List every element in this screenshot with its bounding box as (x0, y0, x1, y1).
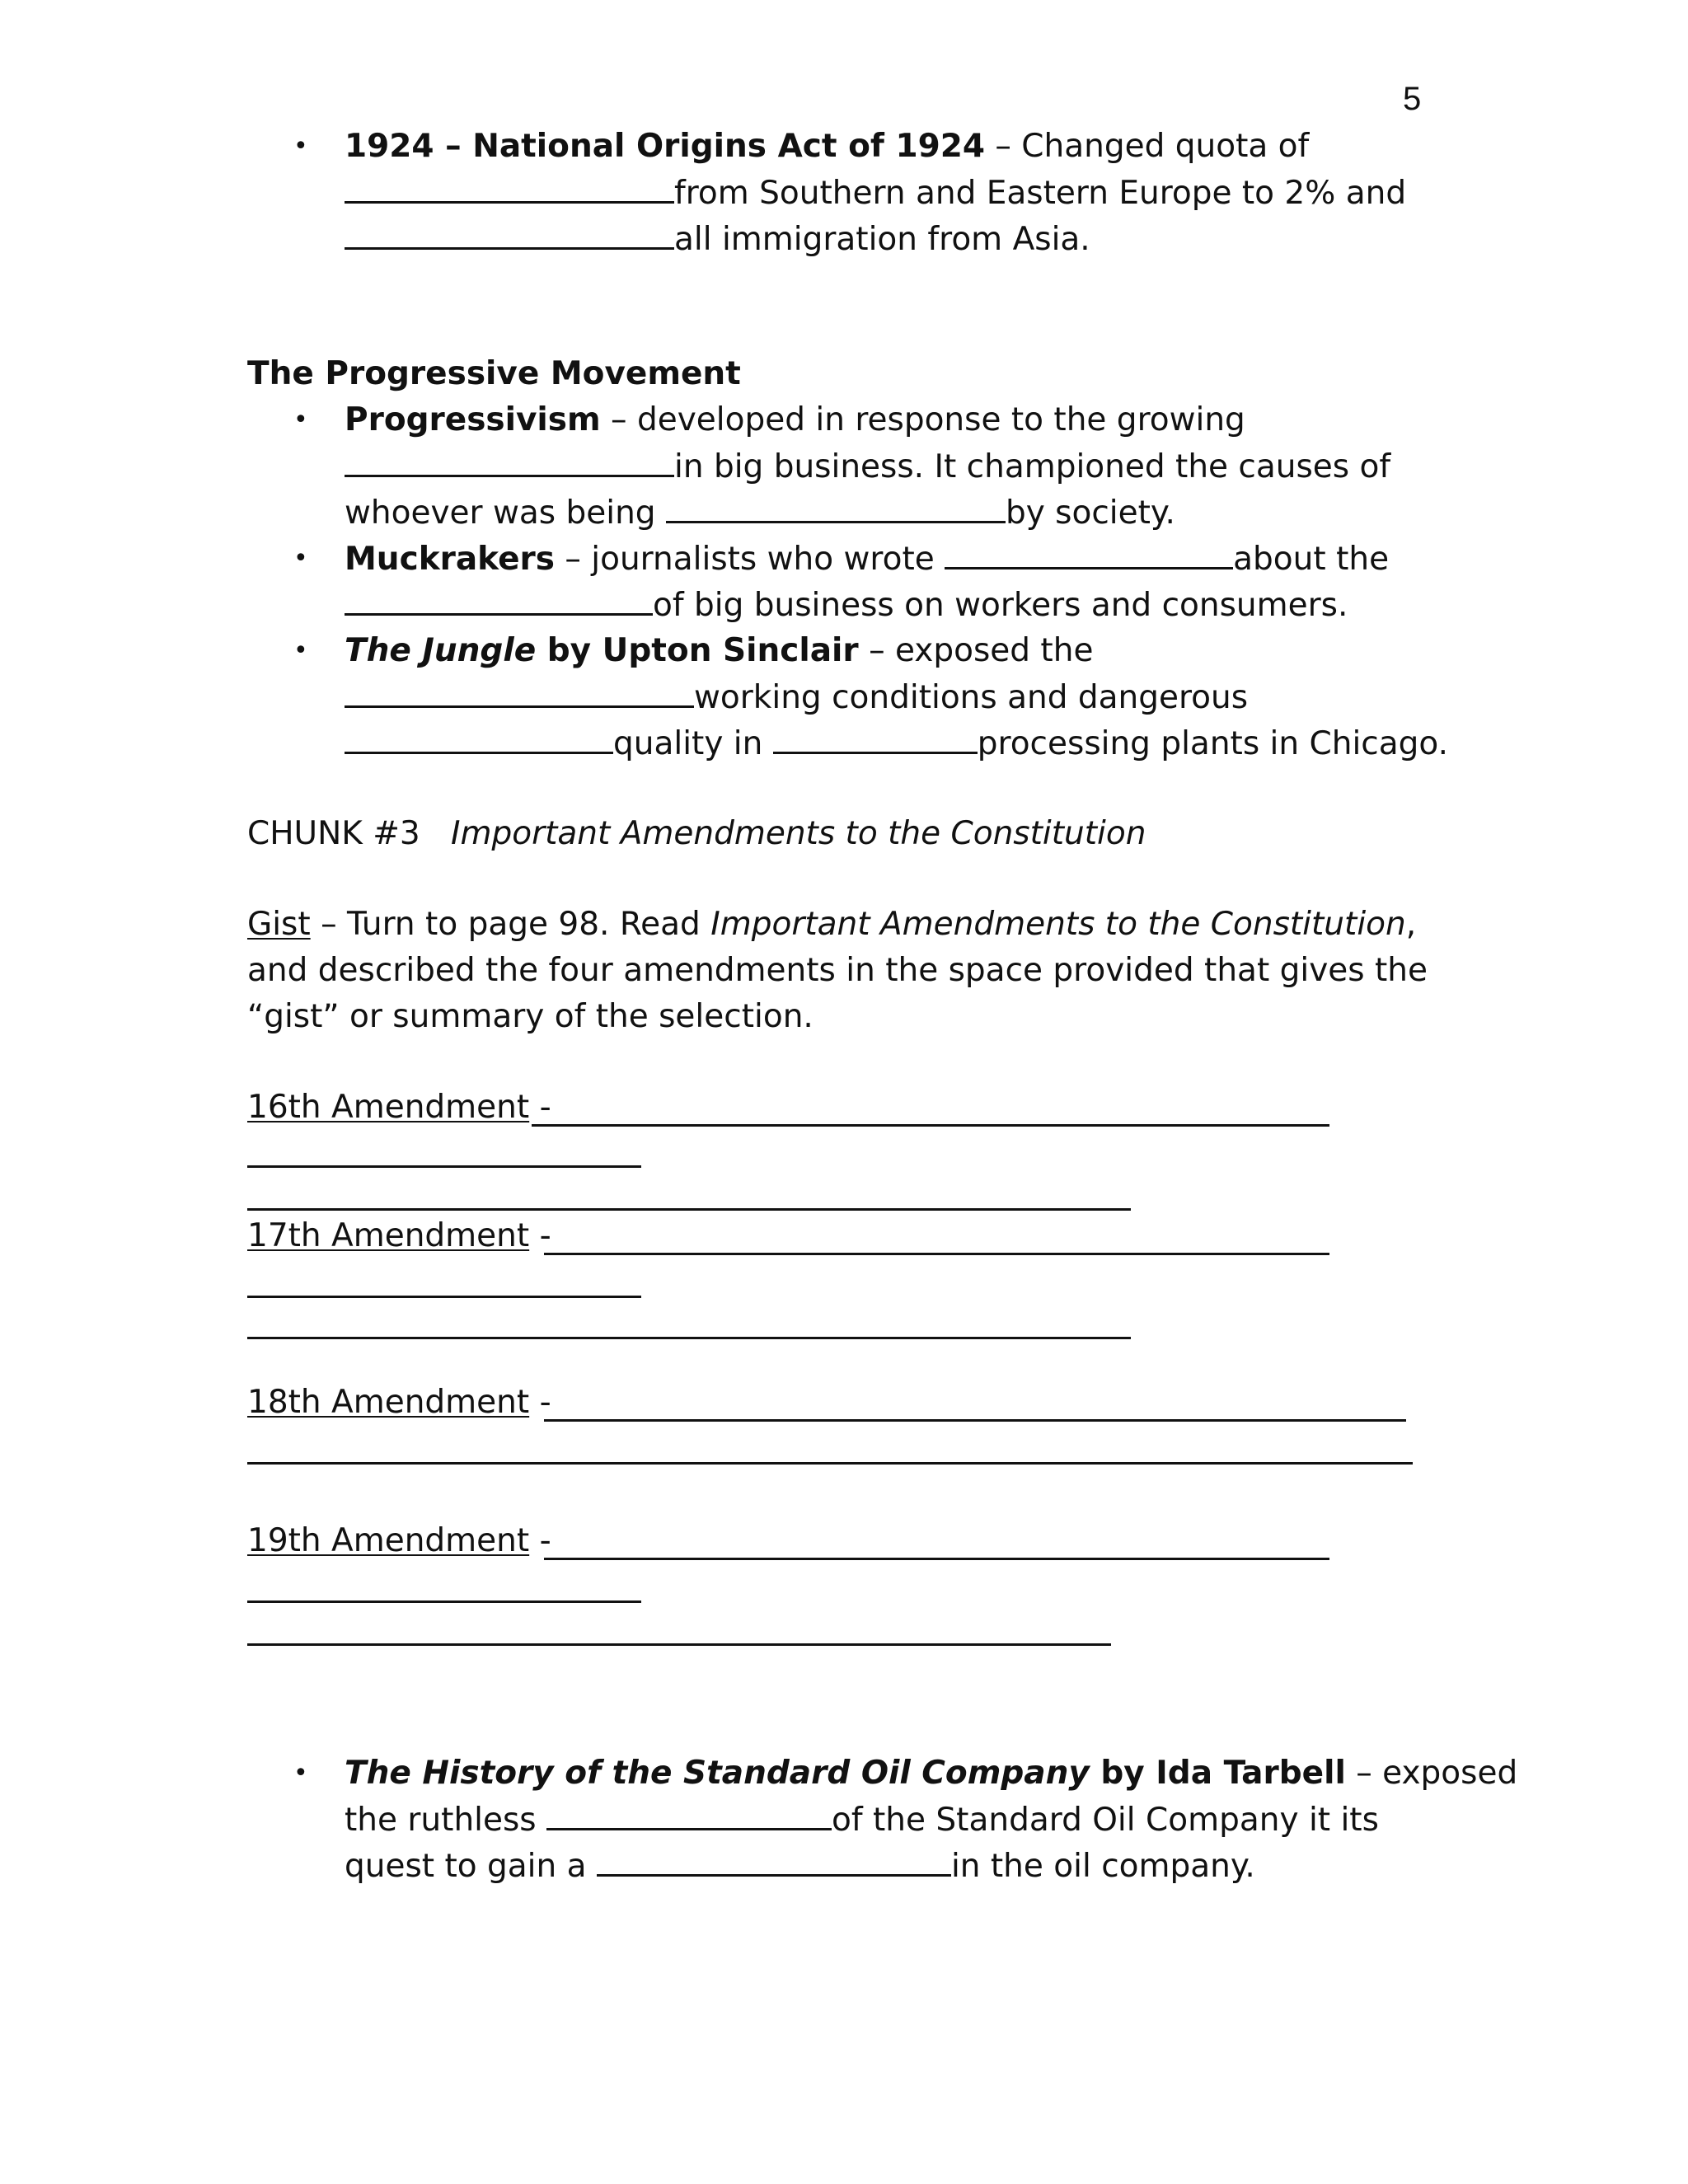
muckrakers-text: of big business on workers and consumers. (653, 587, 1348, 624)
page-number: 5 (1403, 81, 1422, 117)
immigration-act-title: 1924 – National Origins Act of 1924 (345, 128, 985, 165)
progressivism-text: in big business. It championed the causes of (674, 448, 1391, 485)
immigration-text: – Changed quota of (985, 128, 1310, 165)
amendment-dash: - (529, 1217, 551, 1254)
progressivism-text: by society. (1005, 494, 1175, 532)
chunk-label: CHUNK #3 (247, 815, 420, 852)
tarbell-line-3 (345, 1843, 1255, 1890)
immigration-text: from Southern and Eastern Europe to 2% and (674, 175, 1407, 212)
bullet-icon: • (293, 132, 308, 161)
fill-in-blank[interactable] (345, 674, 694, 708)
progressive-heading: The Progressive Movement (247, 355, 741, 392)
bullet-icon: • (293, 544, 308, 573)
tarbell-text: quest to gain a (345, 1848, 597, 1885)
answer-line[interactable] (247, 1601, 641, 1603)
tarbell-line-1 (345, 1750, 1517, 1797)
immigration-line-2 (345, 170, 1406, 217)
bullet-icon: • (293, 405, 308, 434)
gist-line-3: “gist” or summary of the selection. (247, 998, 814, 1035)
jungle-line-3 (345, 720, 1448, 767)
gist-label: Gist (247, 906, 311, 943)
fill-in-blank[interactable] (773, 720, 978, 754)
answer-line[interactable] (247, 1462, 1413, 1465)
progressivism-text: whoever was being (345, 494, 666, 532)
fill-in-blank[interactable] (345, 170, 674, 204)
progressivism-line-1 (345, 397, 1245, 443)
jungle-title: The Jungle (345, 632, 537, 669)
muckrakers-line-2 (345, 582, 1348, 629)
fill-in-blank[interactable] (345, 720, 613, 754)
progressivism-line-3 (345, 490, 1175, 537)
answer-line[interactable] (247, 1208, 1131, 1211)
answer-line[interactable] (247, 1165, 641, 1168)
gist-text: – Turn to page 98. Read (310, 906, 711, 943)
muckrakers-line-1 (345, 536, 1389, 583)
amendment-label: 16th Amendment (247, 1089, 530, 1126)
tarbell-text: – exposed (1345, 1755, 1518, 1792)
gist-italic: Important Amendments to the Constitution (710, 906, 1406, 943)
section-heading (247, 351, 741, 397)
amendment-18-label (247, 1380, 551, 1426)
immigration-text: all immigration from Asia. (674, 221, 1090, 258)
bullet-icon: • (293, 636, 308, 665)
immigration-line-1 (345, 124, 1309, 170)
answer-line[interactable] (544, 1558, 1329, 1560)
fill-in-blank[interactable] (945, 536, 1233, 569)
jungle-text: working conditions and dangerous (694, 679, 1249, 716)
answer-line[interactable] (544, 1419, 1406, 1422)
tarbell-text: the ruthless (345, 1802, 547, 1839)
progressivism-line-2 (345, 443, 1390, 490)
amendment-dash: - (529, 1522, 551, 1559)
bullet-icon: • (293, 1759, 308, 1788)
answer-line[interactable] (544, 1253, 1329, 1255)
amendment-dash: - (529, 1089, 551, 1126)
amendment-label: 18th Amendment (247, 1384, 530, 1421)
gist-line-1 (247, 902, 1416, 948)
muckrakers-text: about the (1233, 541, 1390, 578)
fill-in-blank[interactable] (597, 1843, 951, 1877)
tarbell-text: of the Standard Oil Company it its (832, 1802, 1379, 1839)
chunk-title: Important Amendments to the Constitution (450, 815, 1146, 852)
gist-line-2: and described the four amendments in the space provided that gives the (247, 952, 1428, 989)
answer-line[interactable] (532, 1124, 1329, 1127)
muckrakers-term: Muckrakers (345, 541, 555, 578)
tarbell-text: in the oil company. (950, 1848, 1255, 1885)
chunk-heading (247, 811, 1146, 857)
amendment-label: 17th Amendment (247, 1217, 530, 1254)
tarbell-title: The History of the Standard Oil Company (345, 1755, 1090, 1792)
fill-in-blank[interactable] (546, 1797, 832, 1830)
amendment-dash: - (529, 1384, 551, 1421)
jungle-line-2 (345, 674, 1248, 721)
answer-line[interactable] (247, 1337, 1131, 1339)
progressivism-text: – developed in response to the growing (600, 401, 1245, 438)
jungle-text: processing plants in Chicago. (977, 725, 1448, 762)
tarbell-line-2 (345, 1797, 1379, 1844)
gist-text: , (1405, 906, 1417, 943)
answer-line[interactable] (247, 1643, 1111, 1646)
fill-in-blank[interactable] (666, 490, 1006, 523)
jungle-line-1 (345, 628, 1093, 674)
jungle-text: quality in (613, 725, 773, 762)
fill-in-blank[interactable] (345, 443, 674, 477)
jungle-author: by Upton Sinclair (536, 632, 859, 669)
amendment-16-label (247, 1085, 551, 1131)
answer-line[interactable] (247, 1296, 641, 1298)
amendment-19-label (247, 1518, 551, 1564)
immigration-line-3 (345, 216, 1090, 263)
progressivism-term: Progressivism (345, 401, 601, 438)
muckrakers-text: – journalists who wrote (554, 541, 945, 578)
jungle-text: – exposed the (858, 632, 1094, 669)
tarbell-author: by Ida Tarbell (1089, 1755, 1346, 1792)
amendment-label: 19th Amendment (247, 1522, 530, 1559)
amendment-17-label (247, 1213, 551, 1259)
fill-in-blank[interactable] (345, 216, 674, 250)
fill-in-blank[interactable] (345, 582, 653, 616)
